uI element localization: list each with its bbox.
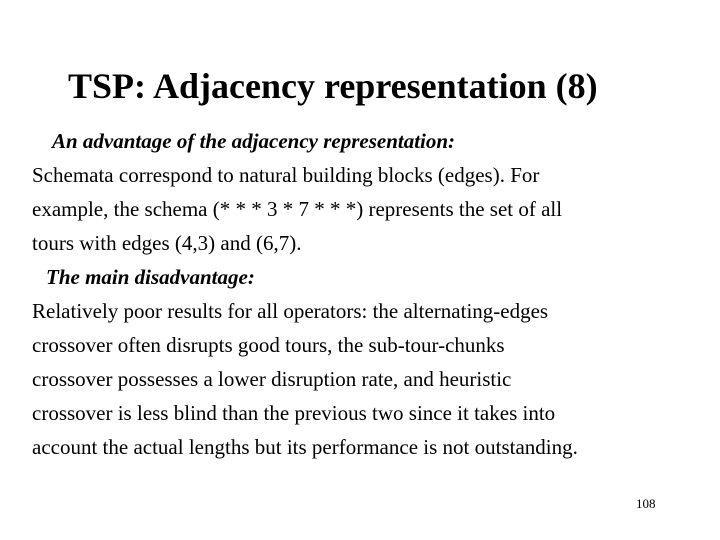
advantage-heading: An advantage of the adjacency representation: xyxy=(52,129,456,153)
advantage-line: example, the schema (* * * 3 * 7 * * *) represents the set of all xyxy=(32,197,563,221)
disadvantage-line: Relatively poor results for all operators: the alternating-edges xyxy=(32,299,549,323)
disadvantage-line: crossover often disrupts good tours, the sub-tour-chunks xyxy=(32,333,505,357)
disadvantage-line: crossover is less blind than the previous two since it takes into xyxy=(32,401,556,425)
page-number: 108 xyxy=(636,496,656,511)
disadvantage-heading: The main disadvantage: xyxy=(46,265,255,289)
disadvantage-line: account the actual lengths but its performance is not outstanding. xyxy=(32,435,578,459)
slide-title: TSP: Adjacency representation (8) xyxy=(68,66,598,106)
advantage-line: tours with edges (4,3) and (6,7). xyxy=(32,231,302,255)
slide-body xyxy=(32,124,692,464)
advantage-line: Schemata correspond to natural building blocks (edges). For xyxy=(32,163,540,187)
disadvantage-line: crossover possesses a lower disruption rate, and heuristic xyxy=(32,367,512,391)
